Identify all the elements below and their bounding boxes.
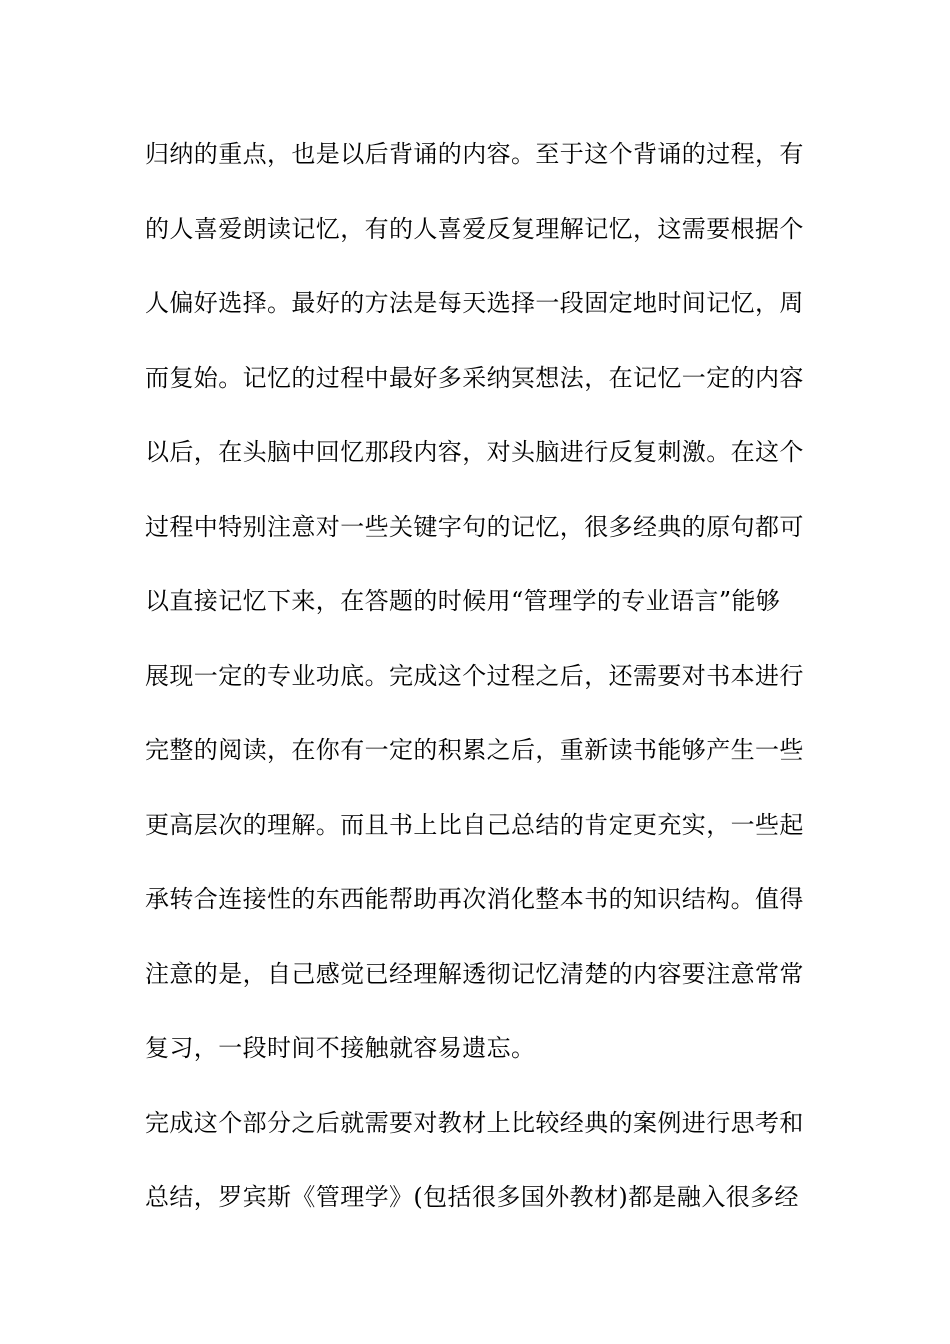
text-line: 以直接记忆下来，在答题的时候用“管理学的专业语言”能够 [145, 587, 781, 615]
text-line: 以后，在头脑中回忆那段内容，对头脑进行反复刺激。在这个 [145, 438, 804, 466]
text-line: 总结，罗宾斯《管理学》(包括很多国外教材)都是融入很多经 [145, 1183, 799, 1211]
text-line: 过程中特别注意对一些关键字句的记忆，很多经典的原句都可 [145, 512, 804, 541]
text-line: 的人喜爱朗读记忆，有的人喜爱反复理解记忆，这需要根据个 [145, 214, 804, 243]
text-line: 完整的阅读，在你有一定的积累之后，重新读书能够产生一些 [145, 736, 804, 764]
text-line: 完成这个部分之后就需要对教材上比较经典的案例进行思考和 [145, 1108, 804, 1137]
text-line: 展现一定的专业功底。完成这个过程之后，还需要对书本进行 [145, 661, 804, 690]
text-line: 更高层次的理解。而且书上比自己总结的肯定更充实，一些起 [145, 810, 804, 839]
text-line: 而复始。记忆的过程中最好多采纳冥想法，在记忆一定的内容 [145, 363, 804, 392]
text-line: 人偏好选择。最好的方法是每天选择一段固定地时间记忆，周 [145, 289, 804, 317]
text-line: 注意的是，自己感觉已经理解透彻记忆清楚的内容要注意常常 [145, 959, 804, 988]
text-line: 承转合连接性的东西能帮助再次消化整本书的知识结构。值得 [145, 885, 804, 913]
body-text [145, 131, 815, 1249]
text-line: 归纳的重点，也是以后背诵的内容。至于这个背诵的过程，有 [145, 140, 804, 168]
text-line: 复习，一段时间不接触就容易遗忘。 [145, 1034, 536, 1062]
